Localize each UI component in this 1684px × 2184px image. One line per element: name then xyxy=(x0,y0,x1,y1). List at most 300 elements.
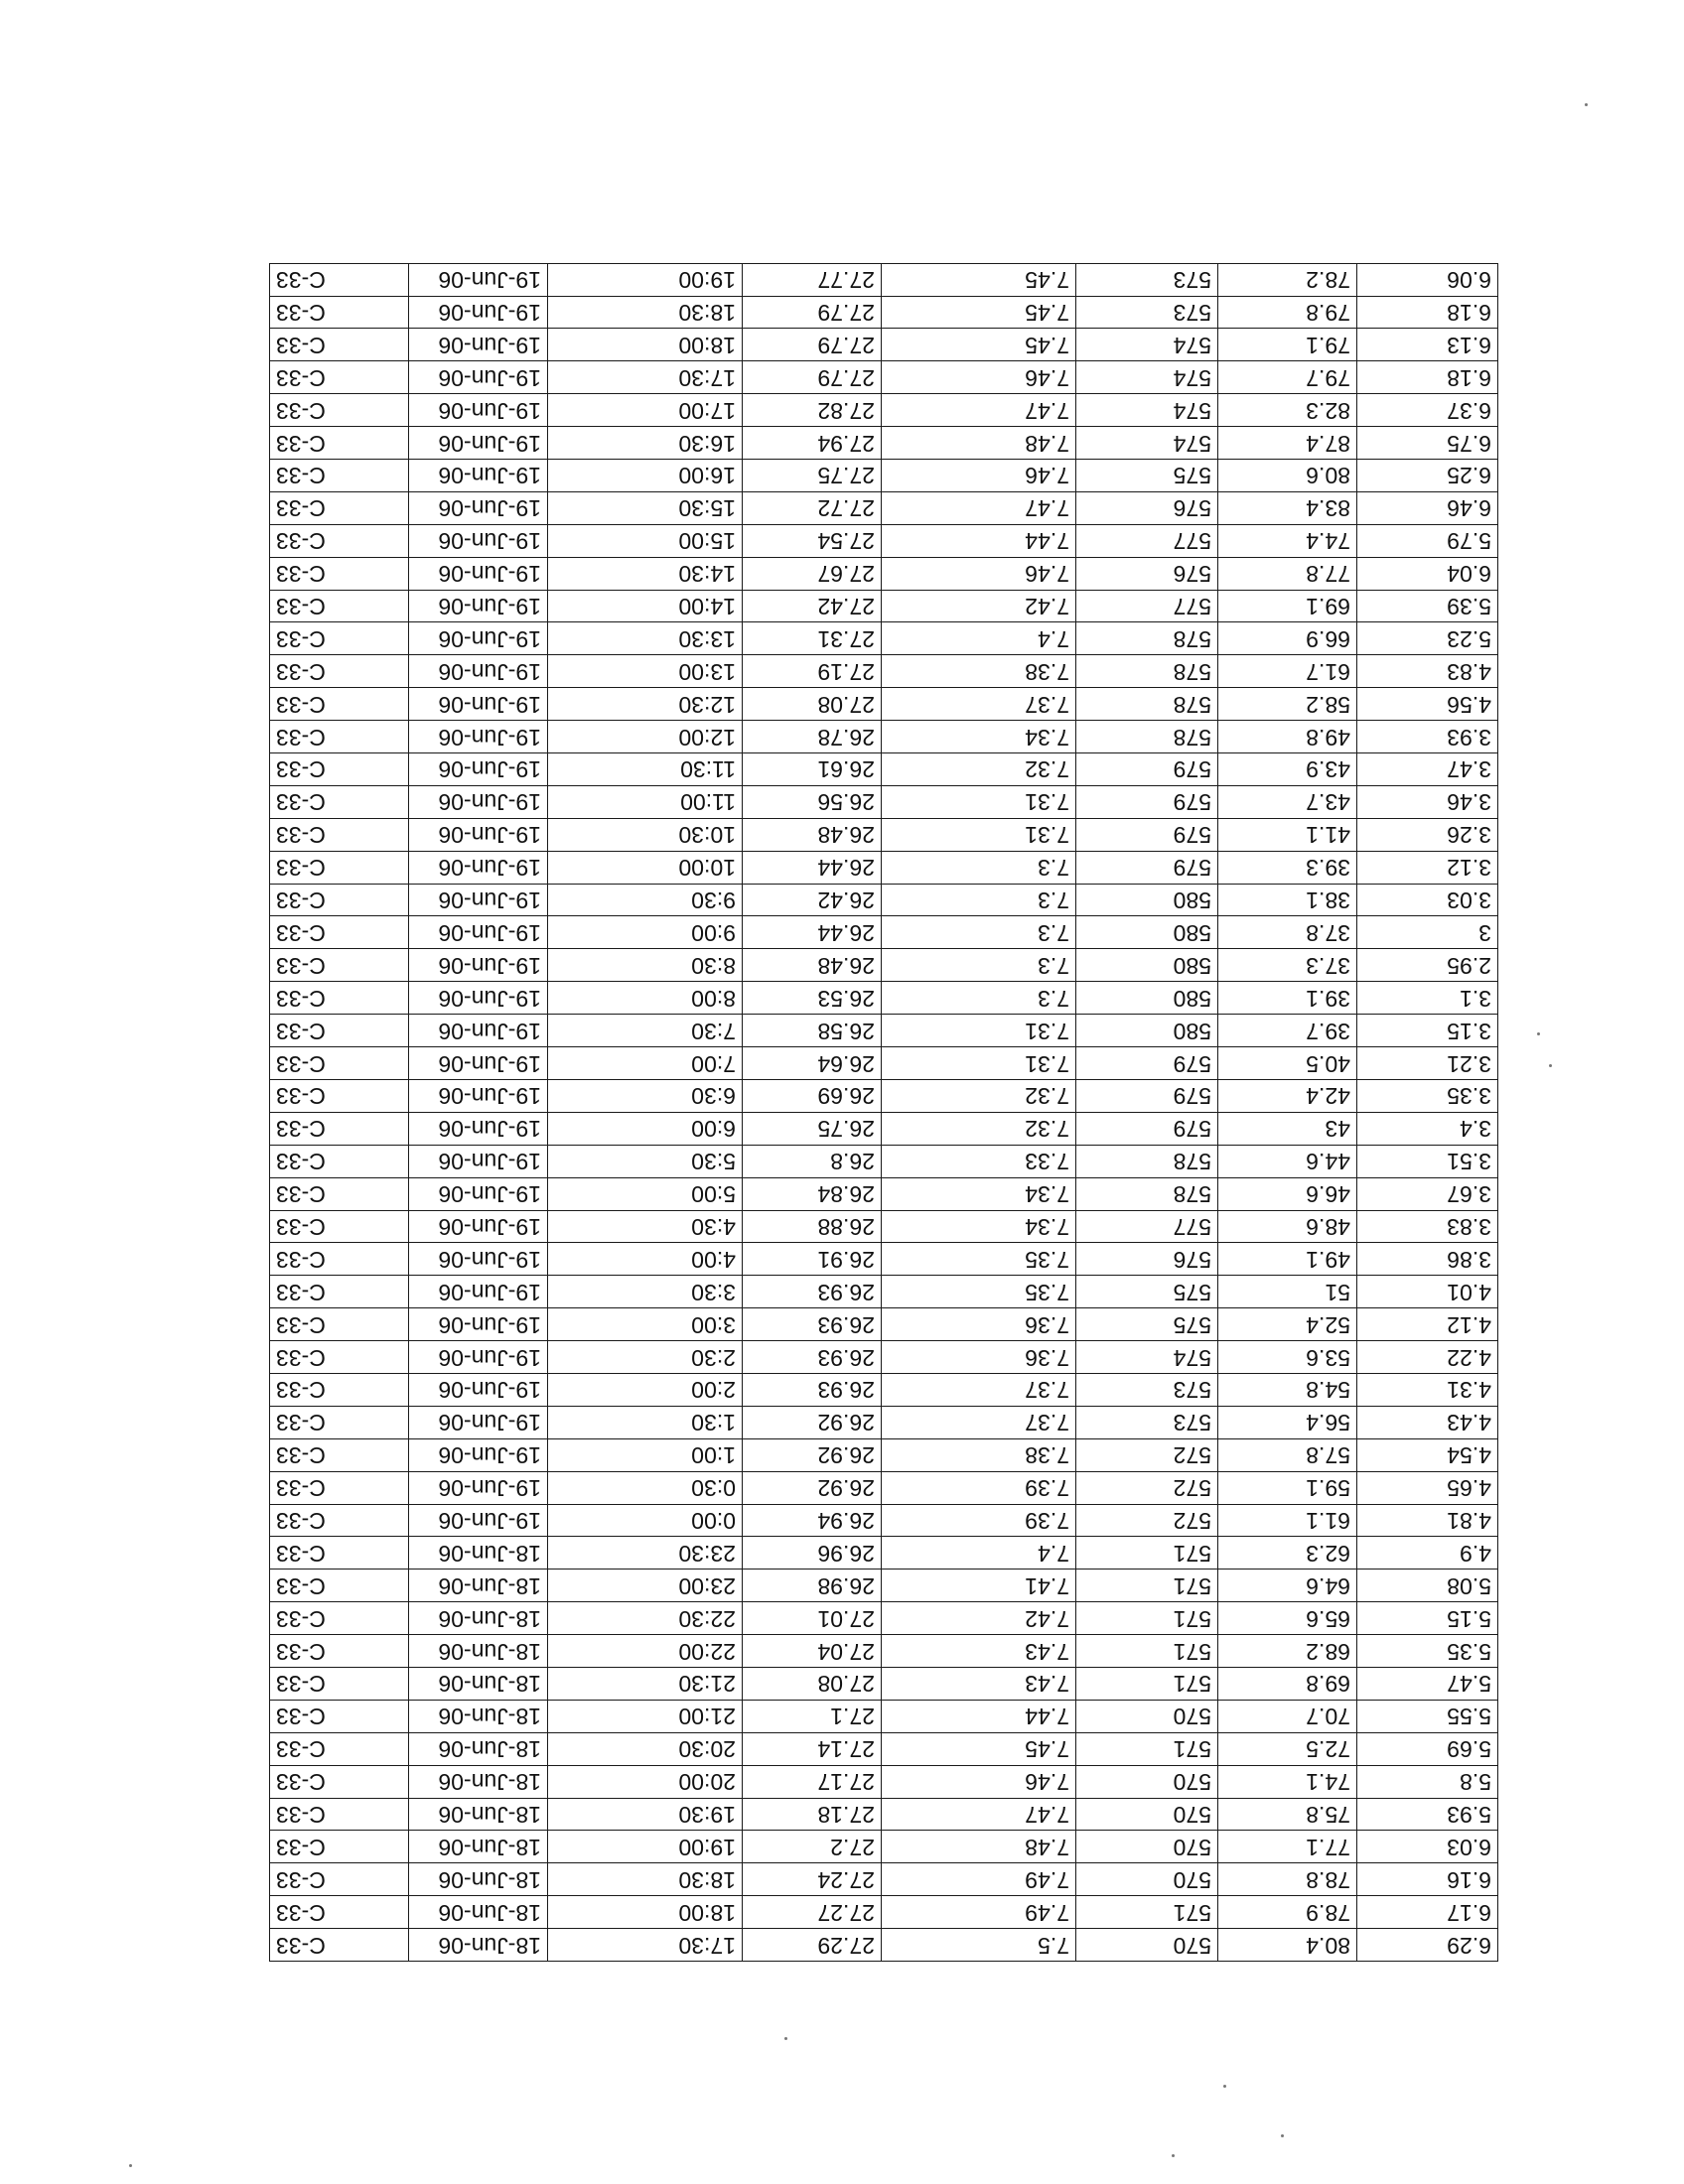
cell-c6: 571 xyxy=(1076,1570,1218,1602)
table-row xyxy=(270,721,1498,753)
cell-c6: 573 xyxy=(1076,1406,1218,1438)
cell-station: C-33 xyxy=(270,982,409,1015)
cell-date: 18-Jun-06 xyxy=(409,1831,548,1863)
cell-c6: 571 xyxy=(1076,1896,1218,1929)
cell-time: 4:30 xyxy=(548,1210,743,1243)
cell-time: 16:30 xyxy=(548,427,743,460)
cell-c8: 5.93 xyxy=(1357,1798,1498,1831)
cell-c7: 77.1 xyxy=(1218,1831,1357,1863)
cell-c5: 7.45 xyxy=(882,296,1076,329)
cell-c4: 26.44 xyxy=(743,851,882,884)
cell-c7: 43.7 xyxy=(1218,785,1357,818)
cell-c7: 57.8 xyxy=(1218,1438,1357,1471)
cell-c5: 7.37 xyxy=(882,688,1076,721)
cell-c4: 26.93 xyxy=(743,1373,882,1406)
cell-c8: 3.26 xyxy=(1357,818,1498,851)
cell-date: 19-Jun-06 xyxy=(409,1177,548,1210)
cell-c6: 575 xyxy=(1076,460,1218,492)
cell-time: 3:00 xyxy=(548,1308,743,1341)
cell-station: C-33 xyxy=(270,1929,409,1962)
cell-date: 19-Jun-06 xyxy=(409,655,548,688)
cell-c7: 61.1 xyxy=(1218,1504,1357,1537)
cell-date: 19-Jun-06 xyxy=(409,460,548,492)
cell-c7: 72.5 xyxy=(1218,1732,1357,1765)
cell-station: C-33 xyxy=(270,1438,409,1471)
cell-c5: 7.46 xyxy=(882,361,1076,394)
cell-station: C-33 xyxy=(270,557,409,590)
cell-c7: 62.3 xyxy=(1218,1537,1357,1570)
table-row xyxy=(270,557,1498,590)
cell-c6: 579 xyxy=(1076,785,1218,818)
table-row xyxy=(270,1210,1498,1243)
cell-c4: 27.29 xyxy=(743,1929,882,1962)
cell-time: 23:30 xyxy=(548,1537,743,1570)
cell-c7: 79.7 xyxy=(1218,361,1357,394)
cell-c6: 578 xyxy=(1076,721,1218,753)
cell-station: C-33 xyxy=(270,491,409,524)
cell-station: C-33 xyxy=(270,263,409,296)
cell-c8: 2.95 xyxy=(1357,949,1498,982)
cell-c4: 27.79 xyxy=(743,329,882,361)
cell-c4: 27.1 xyxy=(743,1700,882,1732)
cell-c4: 27.54 xyxy=(743,524,882,557)
cell-station: C-33 xyxy=(270,460,409,492)
cell-c6: 576 xyxy=(1076,557,1218,590)
cell-c6: 571 xyxy=(1076,1732,1218,1765)
cell-c5: 7.4 xyxy=(882,622,1076,655)
cell-c6: 579 xyxy=(1076,1079,1218,1112)
cell-c6: 570 xyxy=(1076,1765,1218,1798)
cell-date: 19-Jun-06 xyxy=(409,1373,548,1406)
cell-c4: 27.01 xyxy=(743,1602,882,1635)
cell-c6: 578 xyxy=(1076,1145,1218,1177)
cell-c7: 69.8 xyxy=(1218,1667,1357,1700)
cell-c4: 27.19 xyxy=(743,655,882,688)
cell-c4: 26.91 xyxy=(743,1243,882,1276)
cell-station: C-33 xyxy=(270,1079,409,1112)
cell-c7: 77.8 xyxy=(1218,557,1357,590)
table-row xyxy=(270,982,1498,1015)
cell-station: C-33 xyxy=(270,785,409,818)
cell-c6: 580 xyxy=(1076,916,1218,949)
cell-station: C-33 xyxy=(270,1798,409,1831)
cell-station: C-33 xyxy=(270,1732,409,1765)
cell-date: 18-Jun-06 xyxy=(409,1929,548,1962)
cell-c8: 6.06 xyxy=(1357,263,1498,296)
cell-time: 17:00 xyxy=(548,394,743,427)
cell-c4: 27.77 xyxy=(743,263,882,296)
cell-station: C-33 xyxy=(270,1243,409,1276)
cell-station: C-33 xyxy=(270,1308,409,1341)
cell-c4: 26.84 xyxy=(743,1177,882,1210)
table-row xyxy=(270,884,1498,916)
cell-date: 19-Jun-06 xyxy=(409,721,548,753)
cell-c7: 83.4 xyxy=(1218,491,1357,524)
cell-c6: 578 xyxy=(1076,688,1218,721)
cell-c6: 575 xyxy=(1076,1308,1218,1341)
table-row xyxy=(270,949,1498,982)
cell-c6: 574 xyxy=(1076,1341,1218,1374)
cell-c4: 27.24 xyxy=(743,1863,882,1896)
cell-station: C-33 xyxy=(270,296,409,329)
cell-c6: 577 xyxy=(1076,1210,1218,1243)
cell-date: 18-Jun-06 xyxy=(409,1765,548,1798)
cell-date: 19-Jun-06 xyxy=(409,1112,548,1145)
cell-c4: 27.79 xyxy=(743,296,882,329)
cell-c6: 579 xyxy=(1076,1047,1218,1080)
cell-c7: 42.4 xyxy=(1218,1079,1357,1112)
table-row xyxy=(270,1700,1498,1732)
cell-time: 19:00 xyxy=(548,263,743,296)
cell-c8: 6.13 xyxy=(1357,329,1498,361)
cell-c5: 7.38 xyxy=(882,1438,1076,1471)
cell-time: 0:30 xyxy=(548,1471,743,1504)
cell-station: C-33 xyxy=(270,1765,409,1798)
cell-date: 19-Jun-06 xyxy=(409,1276,548,1308)
cell-c7: 39.3 xyxy=(1218,851,1357,884)
cell-time: 17:30 xyxy=(548,1929,743,1962)
cell-c7: 82.3 xyxy=(1218,394,1357,427)
cell-c7: 69.1 xyxy=(1218,590,1357,622)
cell-c4: 26.53 xyxy=(743,982,882,1015)
cell-station: C-33 xyxy=(270,1210,409,1243)
cell-c5: 7.42 xyxy=(882,1602,1076,1635)
cell-c7: 78.8 xyxy=(1218,1863,1357,1896)
cell-time: 1:30 xyxy=(548,1406,743,1438)
cell-c7: 39.1 xyxy=(1218,982,1357,1015)
cell-c5: 7.5 xyxy=(882,1929,1076,1962)
table-row xyxy=(270,851,1498,884)
cell-time: 13:30 xyxy=(548,622,743,655)
cell-c7: 78.2 xyxy=(1218,263,1357,296)
cell-c5: 7.47 xyxy=(882,394,1076,427)
cell-c5: 7.31 xyxy=(882,1015,1076,1047)
cell-c8: 3.15 xyxy=(1357,1015,1498,1047)
cell-c4: 26.61 xyxy=(743,753,882,786)
cell-c7: 64.6 xyxy=(1218,1570,1357,1602)
cell-c5: 7.47 xyxy=(882,1798,1076,1831)
cell-c8: 5.15 xyxy=(1357,1602,1498,1635)
cell-date: 19-Jun-06 xyxy=(409,1015,548,1047)
cell-c6: 574 xyxy=(1076,427,1218,460)
cell-c5: 7.35 xyxy=(882,1276,1076,1308)
table-row xyxy=(270,427,1498,460)
table-row xyxy=(270,1667,1498,1700)
cell-c5: 7.37 xyxy=(882,1373,1076,1406)
cell-station: C-33 xyxy=(270,818,409,851)
cell-time: 15:30 xyxy=(548,491,743,524)
table-row xyxy=(270,1373,1498,1406)
cell-time: 14:30 xyxy=(548,557,743,590)
cell-date: 19-Jun-06 xyxy=(409,1341,548,1374)
cell-time: 20:00 xyxy=(548,1765,743,1798)
cell-c7: 51 xyxy=(1218,1276,1357,1308)
cell-c6: 579 xyxy=(1076,851,1218,884)
cell-c6: 574 xyxy=(1076,361,1218,394)
cell-c5: 7.45 xyxy=(882,1732,1076,1765)
cell-station: C-33 xyxy=(270,1373,409,1406)
table-row xyxy=(270,1635,1498,1668)
cell-c8: 3.21 xyxy=(1357,1047,1498,1080)
cell-date: 19-Jun-06 xyxy=(409,1210,548,1243)
cell-c5: 7.37 xyxy=(882,1406,1076,1438)
cell-c5: 7.34 xyxy=(882,1177,1076,1210)
cell-c6: 580 xyxy=(1076,982,1218,1015)
cell-c5: 7.48 xyxy=(882,427,1076,460)
cell-time: 11:30 xyxy=(548,753,743,786)
cell-station: C-33 xyxy=(270,1276,409,1308)
cell-c4: 26.42 xyxy=(743,884,882,916)
cell-c6: 580 xyxy=(1076,1015,1218,1047)
cell-c8: 6.29 xyxy=(1357,1929,1498,1962)
cell-date: 19-Jun-06 xyxy=(409,1145,548,1177)
cell-date: 19-Jun-06 xyxy=(409,524,548,557)
cell-c8: 5.47 xyxy=(1357,1667,1498,1700)
cell-station: C-33 xyxy=(270,1570,409,1602)
cell-c8: 4.22 xyxy=(1357,1341,1498,1374)
cell-c5: 7.32 xyxy=(882,753,1076,786)
cell-time: 11:00 xyxy=(548,785,743,818)
table-row xyxy=(270,361,1498,394)
cell-date: 18-Jun-06 xyxy=(409,1732,548,1765)
cell-c4: 27.72 xyxy=(743,491,882,524)
cell-c8: 5.79 xyxy=(1357,524,1498,557)
cell-c7: 78.9 xyxy=(1218,1896,1357,1929)
cell-c5: 7.3 xyxy=(882,982,1076,1015)
cell-c5: 7.32 xyxy=(882,1112,1076,1145)
cell-time: 14:00 xyxy=(548,590,743,622)
cell-c4: 26.58 xyxy=(743,1015,882,1047)
cell-c4: 26.94 xyxy=(743,1504,882,1537)
cell-c6: 572 xyxy=(1076,1504,1218,1537)
cell-c7: 56.4 xyxy=(1218,1406,1357,1438)
cell-time: 8:00 xyxy=(548,982,743,1015)
cell-station: C-33 xyxy=(270,1667,409,1700)
cell-c4: 26.64 xyxy=(743,1047,882,1080)
cell-date: 18-Jun-06 xyxy=(409,1798,548,1831)
cell-c5: 7.46 xyxy=(882,557,1076,590)
cell-date: 19-Jun-06 xyxy=(409,1047,548,1080)
cell-c6: 580 xyxy=(1076,949,1218,982)
cell-c7: 52.4 xyxy=(1218,1308,1357,1341)
cell-c8: 4.81 xyxy=(1357,1504,1498,1537)
cell-date: 19-Jun-06 xyxy=(409,394,548,427)
cell-c5: 7.43 xyxy=(882,1635,1076,1668)
cell-time: 19:30 xyxy=(548,1798,743,1831)
cell-time: 16:00 xyxy=(548,460,743,492)
table-row xyxy=(270,818,1498,851)
cell-station: C-33 xyxy=(270,1504,409,1537)
cell-c5: 7.44 xyxy=(882,1700,1076,1732)
cell-date: 19-Jun-06 xyxy=(409,1308,548,1341)
cell-station: C-33 xyxy=(270,721,409,753)
cell-c5: 7.47 xyxy=(882,491,1076,524)
cell-c5: 7.45 xyxy=(882,329,1076,361)
cell-c5: 7.31 xyxy=(882,818,1076,851)
cell-station: C-33 xyxy=(270,688,409,721)
cell-c8: 4.9 xyxy=(1357,1537,1498,1570)
cell-station: C-33 xyxy=(270,1635,409,1668)
cell-c4: 26.48 xyxy=(743,818,882,851)
cell-c4: 26.92 xyxy=(743,1406,882,1438)
cell-time: 5:00 xyxy=(548,1177,743,1210)
cell-c6: 579 xyxy=(1076,753,1218,786)
cell-time: 9:00 xyxy=(548,916,743,949)
cell-c7: 49.8 xyxy=(1218,721,1357,753)
cell-c8: 6.04 xyxy=(1357,557,1498,590)
cell-c6: 570 xyxy=(1076,1798,1218,1831)
cell-date: 19-Jun-06 xyxy=(409,361,548,394)
cell-c4: 26.88 xyxy=(743,1210,882,1243)
cell-c4: 26.75 xyxy=(743,1112,882,1145)
cell-c6: 576 xyxy=(1076,1243,1218,1276)
scan-speck xyxy=(784,2037,787,2040)
cell-c6: 575 xyxy=(1076,1276,1218,1308)
cell-date: 19-Jun-06 xyxy=(409,851,548,884)
cell-c4: 26.92 xyxy=(743,1438,882,1471)
table-row xyxy=(270,1243,1498,1276)
cell-date: 19-Jun-06 xyxy=(409,1504,548,1537)
table-row xyxy=(270,622,1498,655)
cell-c7: 80.4 xyxy=(1218,1929,1357,1962)
table-row xyxy=(270,491,1498,524)
table-body xyxy=(270,263,1498,1961)
cell-date: 18-Jun-06 xyxy=(409,1570,548,1602)
cell-c4: 27.82 xyxy=(743,394,882,427)
cell-c7: 37.3 xyxy=(1218,949,1357,982)
cell-c5: 7.42 xyxy=(882,590,1076,622)
cell-station: C-33 xyxy=(270,361,409,394)
cell-c5: 7.43 xyxy=(882,1667,1076,1700)
cell-c4: 26.48 xyxy=(743,949,882,982)
cell-c6: 579 xyxy=(1076,818,1218,851)
cell-c7: 38.1 xyxy=(1218,884,1357,916)
cell-c4: 26.8 xyxy=(743,1145,882,1177)
cell-station: C-33 xyxy=(270,1471,409,1504)
cell-station: C-33 xyxy=(270,1831,409,1863)
cell-c6: 578 xyxy=(1076,655,1218,688)
cell-station: C-33 xyxy=(270,1896,409,1929)
cell-c5: 7.36 xyxy=(882,1308,1076,1341)
table-row xyxy=(270,1079,1498,1112)
cell-c8: 3.47 xyxy=(1357,753,1498,786)
cell-time: 5:30 xyxy=(548,1145,743,1177)
cell-c4: 27.08 xyxy=(743,1667,882,1700)
cell-c7: 79.1 xyxy=(1218,329,1357,361)
cell-c8: 3.86 xyxy=(1357,1243,1498,1276)
cell-c4: 27.42 xyxy=(743,590,882,622)
cell-c7: 75.8 xyxy=(1218,1798,1357,1831)
cell-date: 18-Jun-06 xyxy=(409,1635,548,1668)
cell-date: 19-Jun-06 xyxy=(409,949,548,982)
cell-c4: 27.2 xyxy=(743,1831,882,1863)
cell-c5: 7.34 xyxy=(882,721,1076,753)
cell-c7: 74.1 xyxy=(1218,1765,1357,1798)
table-row xyxy=(270,1406,1498,1438)
cell-time: 22:30 xyxy=(548,1602,743,1635)
cell-date: 19-Jun-06 xyxy=(409,884,548,916)
table-row xyxy=(270,916,1498,949)
cell-date: 19-Jun-06 xyxy=(409,916,548,949)
cell-time: 1:00 xyxy=(548,1438,743,1471)
cell-c4: 27.31 xyxy=(743,622,882,655)
cell-c4: 26.56 xyxy=(743,785,882,818)
cell-c4: 26.98 xyxy=(743,1570,882,1602)
cell-c8: 3.35 xyxy=(1357,1079,1498,1112)
cell-station: C-33 xyxy=(270,1406,409,1438)
cell-time: 4:00 xyxy=(548,1243,743,1276)
cell-c7: 68.2 xyxy=(1218,1635,1357,1668)
cell-c8: 3.03 xyxy=(1357,884,1498,916)
table-row xyxy=(270,1145,1498,1177)
cell-c5: 7.48 xyxy=(882,1831,1076,1863)
cell-c8: 4.54 xyxy=(1357,1438,1498,1471)
table-row xyxy=(270,1308,1498,1341)
cell-c6: 573 xyxy=(1076,1373,1218,1406)
table-row xyxy=(270,590,1498,622)
cell-c5: 7.32 xyxy=(882,1079,1076,1112)
cell-c7: 66.9 xyxy=(1218,622,1357,655)
cell-c5: 7.44 xyxy=(882,524,1076,557)
cell-time: 18:30 xyxy=(548,296,743,329)
cell-c8: 3.1 xyxy=(1357,982,1498,1015)
cell-date: 19-Jun-06 xyxy=(409,263,548,296)
cell-c8: 6.18 xyxy=(1357,361,1498,394)
cell-time: 6:00 xyxy=(548,1112,743,1145)
table-row xyxy=(270,1276,1498,1308)
scan-speck xyxy=(1549,1064,1552,1067)
cell-c5: 7.46 xyxy=(882,1765,1076,1798)
cell-c8: 3.46 xyxy=(1357,785,1498,818)
cell-c6: 572 xyxy=(1076,1438,1218,1471)
cell-date: 19-Jun-06 xyxy=(409,818,548,851)
cell-c6: 577 xyxy=(1076,590,1218,622)
table-row xyxy=(270,688,1498,721)
cell-c4: 27.94 xyxy=(743,427,882,460)
cell-c8: 4.65 xyxy=(1357,1471,1498,1504)
cell-time: 13:00 xyxy=(548,655,743,688)
cell-time: 20:30 xyxy=(548,1732,743,1765)
cell-c4: 26.78 xyxy=(743,721,882,753)
cell-time: 0:00 xyxy=(548,1504,743,1537)
cell-time: 19:00 xyxy=(548,1831,743,1863)
cell-c5: 7.33 xyxy=(882,1145,1076,1177)
cell-c7: 80.6 xyxy=(1218,460,1357,492)
scan-speck xyxy=(1281,2134,1284,2137)
cell-c7: 87.4 xyxy=(1218,427,1357,460)
cell-c4: 26.93 xyxy=(743,1276,882,1308)
cell-c4: 26.44 xyxy=(743,916,882,949)
cell-c5: 7.39 xyxy=(882,1504,1076,1537)
water-quality-log-table xyxy=(269,263,1498,1962)
table-row xyxy=(270,1896,1498,1929)
cell-c7: 40.5 xyxy=(1218,1047,1357,1080)
table-row xyxy=(270,1863,1498,1896)
cell-c5: 7.3 xyxy=(882,884,1076,916)
cell-c7: 70.7 xyxy=(1218,1700,1357,1732)
cell-time: 18:30 xyxy=(548,1863,743,1896)
cell-station: C-33 xyxy=(270,1537,409,1570)
cell-c4: 26.96 xyxy=(743,1537,882,1570)
cell-c5: 7.3 xyxy=(882,916,1076,949)
cell-c7: 59.1 xyxy=(1218,1471,1357,1504)
cell-c6: 578 xyxy=(1076,622,1218,655)
cell-c8: 6.37 xyxy=(1357,394,1498,427)
table-row xyxy=(270,263,1498,296)
cell-c6: 571 xyxy=(1076,1602,1218,1635)
cell-time: 10:00 xyxy=(548,851,743,884)
cell-c6: 574 xyxy=(1076,329,1218,361)
